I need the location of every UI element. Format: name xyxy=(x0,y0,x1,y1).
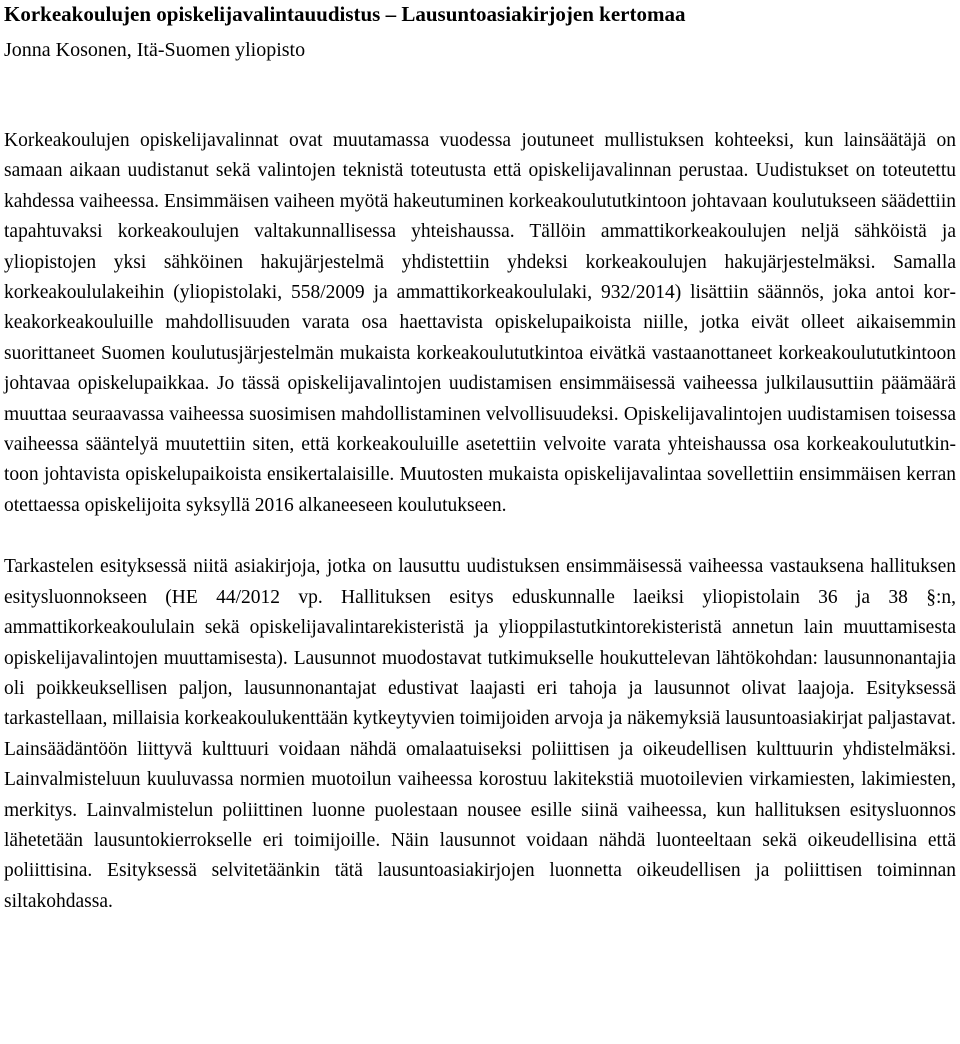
document-author: Jonna Kosonen, Itä-Suomen yliopisto xyxy=(4,39,306,61)
paragraph-2: Tarkastelen esityksessä niitä asiakirjoja, jotka on lausuttu uudistuksen ensimmäisessä vaiheessa vastauksena hallituksen esitysluonnokseen (HE 44/2012 vp. Hallituksen esitys eduskunnalle laeiksi yliopistolain 36 ja 38 §:n, ammattikorkeakoululain sekä opiskelijavalintarekisteristä ja ylioppilastutkintorekisteristä annetun lain muuttamisesta opiskelijavalintojen muuttamisesta). Lausunnot muodostavat tutkimukselle houkuttelevan lähtökohdan: lausunnonantajia oli poikkeuksellisen paljon, lausunnonantajat edustivat laajasti eri tahoja ja lausunnot olivat laajoja. Esityksessä tarkastellaan, millaisia korkeakoulukenttään kytkeytyvien toimijoiden arvoja ja näkemyksiä lausuntoasiakirjat paljastavat. Lainsäädäntöön liittyvä kulttuuri voidaan nähdä omalaatuiseksi poliittisen ja oikeudellisen kulttuurin yhdistelmäksi. Lainvalmisteluun kuuluvassa normien muotoilun vaiheessa korostuu lakitekstiä muotoilevien virkamiesten, lakimiesten, merkitys. Lainvalmistelun poliittinen luonne puolestaan nousee esille siinä vaiheessa, kun hallituksen esitysluonnos lähetetään lausuntokierrokselle eri toimijoille. Näin lausunnot voidaan nähdä luonteeltaan sekä oikeudellisina että poliittisina. Esityksessä selvitetäänkin tätä lausuntoasiakirjojen luonnetta oikeudellisen ja poliittisen toiminnan siltakohdassa. xyxy=(4,556,956,912)
paragraph-1: Korkeakoulujen opiskelijavalinnat ovat muutamassa vuodessa joutuneet mullistuksen kohteeksi, kun lainsäätäjä on samaan aikaan uudistanut sekä valintojen teknistä toteutusta että opiskelijavalinnan perustaa. Uudistukset on toteutettu kahdessa vaiheessa. Ensimmäisen vaiheen myötä hakeutuminen korkeakoulututkintoon johtavaan koulutukseen säädettiin tapahtuvaksi korkeakoulujen valtakunnallisessa yhteishaussa. Tällöin ammattikorkeakoulujen neljä sähköistä ja yliopistojen yksi sähköinen hakujärjestelmä yhdistettiin yhdeksi korkeakoulujen hakujärjestelmäksi. Samalla korkeakoululakeihin (yliopistolaki, 558/2009 ja ammattikorkeakoululaki, 932/2014) lisättiin säännös, joka antoi korkeakorkeakouluille mahdollisuuden varata osa haettavista opiskelupaikoista niille, jotka eivät olleet aikaisemmin suorittaneet Suomen koulutusjärjestelmän mukaista korkeakoulututkintoa eivätkä vastaanottaneet korkeakoulututkintoon johtavaa opiskelupaikkaa. Jo tässä opiskelijavalintojen uudistamisen ensimmäisessä vaiheessa julkilausuttiin päämäärä muuttaa seuraavassa vaiheessa suosimisen mahdollistaminen velvollisuudeksi. Opiskelijavalintojen uudistamisen toisessa vaiheessa sääntelyä muutettiin siten, että korkeakouluille asetettiin velvoite varata yhteishaussa osa korkeakoulututkintoon johtavista opiskelupaikoista ensikertalaisille. Muutosten mukaista opiskelijavalintaa sovellettiin ensimmäisen kerran otettaessa opiskelijoita syksyllä 2016 alkaneeseen koulutukseen. xyxy=(4,130,956,516)
document-title: Korkeakoulujen opiskelijavalintauudistus – Lausuntoasiakirjojen kertomaa xyxy=(4,2,686,26)
